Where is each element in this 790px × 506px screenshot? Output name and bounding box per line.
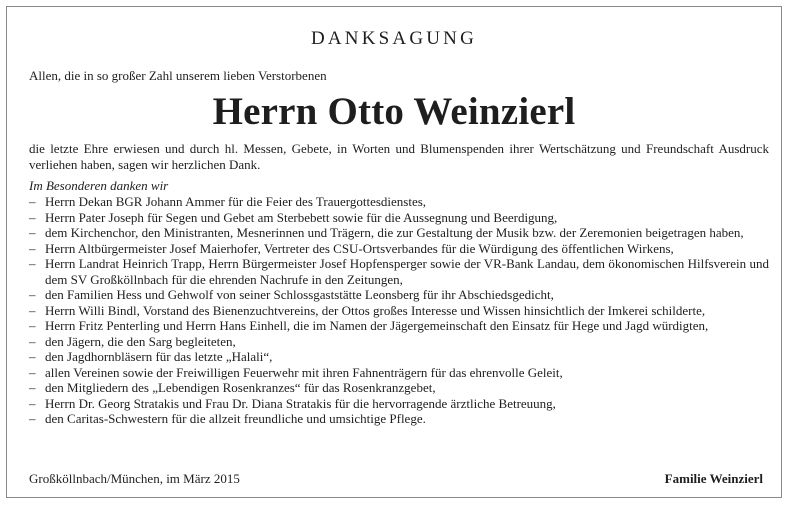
list-item-text: dem Kirchenchor, den Ministranten, Mesnerinnen und Trägern, die zur Gestaltung der Musik bzw. der Zeremonien beigetragen haben, [45,225,744,240]
list-item [29,318,769,334]
list-item [29,349,769,365]
list-item [29,365,769,381]
list-item [29,380,769,396]
list-item [29,287,769,303]
dash-bullet: – [29,240,36,256]
list-item-text: Herrn Dr. Georg Stratakis und Frau Dr. Diana Stratakis für die hervorragende ärztliche Betreuung, [45,395,556,411]
dash-bullet: – [29,411,36,426]
dash-bullet: – [29,302,36,318]
dash-bullet: – [29,395,36,411]
signature: Familie Weinzierl [664,471,763,486]
list-item-text: den Jägern, die den Sarg begleiteten, [45,333,236,349]
list-item-text: Herrn Altbürgermeister Josef Maierhofer, Vertreter des CSU-Ortsverbandes für die Würdigung des öffentlichen Wirkens, [45,240,674,256]
intro-line: Allen, die in so großer Zahl unserem lieben Verstorbenen [29,68,327,83]
list-item-text: Herrn Pater Joseph für Segen und Gebet am Sterbebett sowie für die Aussegnung und Beerdigung, [45,209,558,225]
list-item [29,225,769,241]
special-thanks-intro: Im Besonderen danken wir [29,178,169,193]
list-item [29,396,769,412]
place-date: Großköllnbach/München, im März 2015 [29,471,240,486]
list-item-text: den Mitgliedern des „Lebendigen Rosenkranzes“ für das Rosenkranzgebet, [45,380,436,395]
deceased-name: Herrn Otto Weinzierl [212,90,576,133]
thanks-list [29,194,769,427]
list-item-text: Herrn Landrat Heinrich Trapp, Herrn Bürgermeister Josef Hopfensperger sowie der VR-Bank Landau, dem ökonomischen Hilfsverein und dem SV Großköllnbach für die ehrenden Nachrufe in den Zeitungen, [45,256,769,287]
list-item-text: den Jagdhornbläsern für das letzte „Halali“, [45,349,273,364]
list-item [29,303,769,319]
dash-bullet: – [29,194,36,209]
list-item-text: Herrn Dekan BGR Johann Ammer für die Feier des Trauergottesdienstes, [45,194,427,209]
list-item-text: Herrn Fritz Penterling und Herrn Hans Einhell, die im Namen der Jägergemeinschaft den Einsatz für Hege und Jagd würdigten, [45,318,709,333]
obituary-notice [6,6,782,498]
dash-bullet: – [29,333,36,349]
list-item-text: Herrn Willi Bindl, Vorstand des Bienenzuchtvereins, der Ottos großes Interesse und Wissen hinsichtlich der Imkerei schilderte, [45,302,706,318]
dash-bullet: – [29,364,36,380]
dash-bullet: – [29,287,36,302]
dash-bullet: – [29,256,36,271]
notice-heading: DANKSAGUNG [310,28,478,49]
dash-bullet: – [29,225,36,240]
thanks-paragraph: die letzte Ehre erwiesen und durch hl. Messen, Gebete, in Worten und Blumenspenden ihrer Wertschätzung und Freundschaft Ausdruck verliehen haben, sagen wir herzlichen Dank. [29,141,769,172]
list-item-text: allen Vereinen sowie der Freiwilligen Feuerwehr mit ihren Fahnenträgern für das ehrenvolle Geleit, [45,364,563,380]
list-item [29,256,769,287]
list-item [29,210,769,226]
list-item [29,334,769,350]
dash-bullet: – [29,209,36,225]
list-item [29,411,769,427]
list-item [29,194,769,210]
dash-bullet: – [29,349,36,364]
list-item [29,241,769,257]
list-item-text: den Familien Hess und Gehwolf von seiner Schlossgaststätte Leonsberg für ihr Abschiedsgedicht, [45,287,554,302]
dash-bullet: – [29,318,36,333]
dash-bullet: – [29,380,36,395]
list-item-text: den Caritas-Schwestern für die allzeit freundliche und umsichtige Pflege. [45,411,426,426]
